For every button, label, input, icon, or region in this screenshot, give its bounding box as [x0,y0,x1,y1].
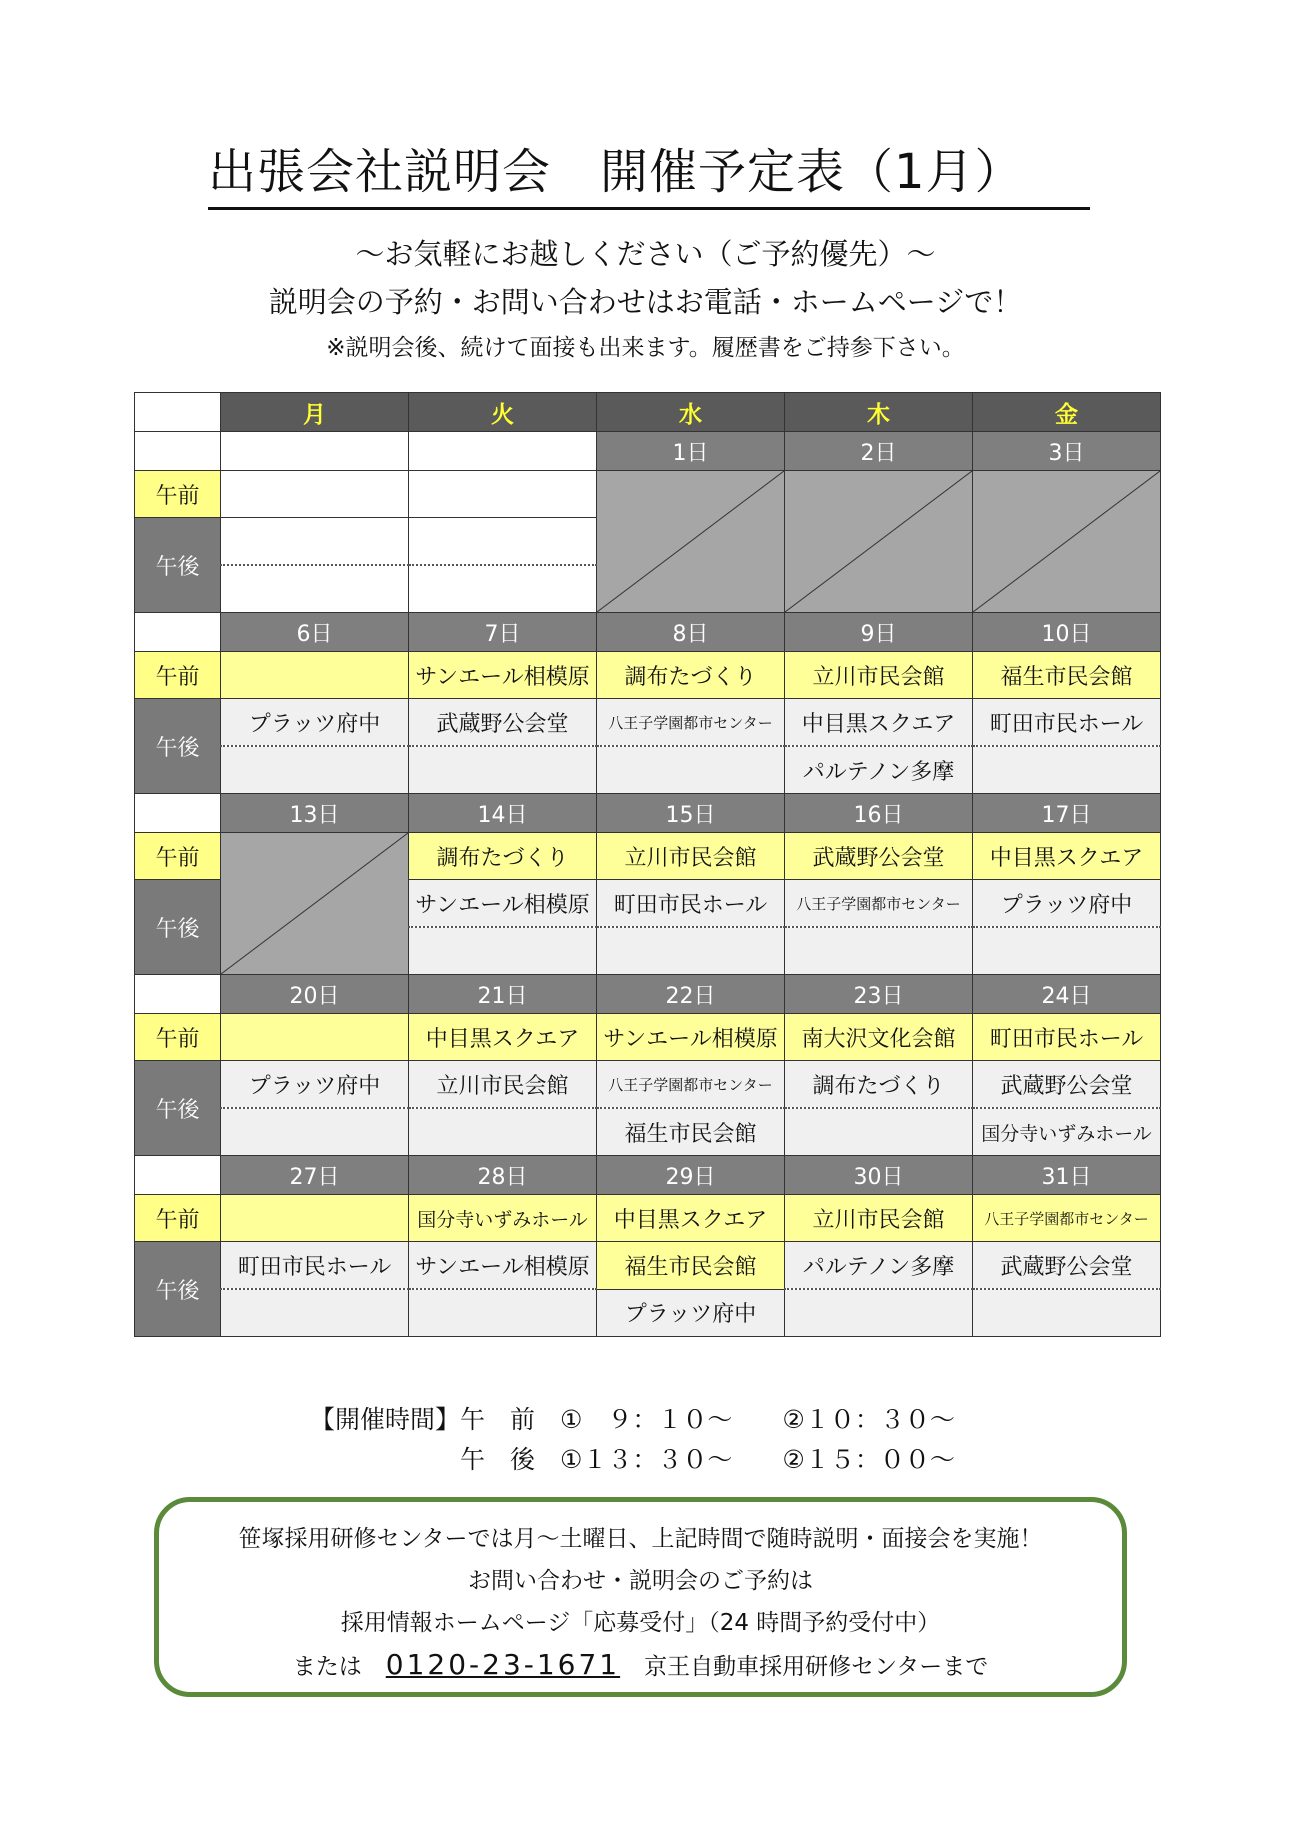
pm-cell: 町田市民ホール [221,1242,409,1290]
corner-cell [135,393,221,432]
date-cell: 21日 [409,975,597,1014]
date-cell: 8日 [597,613,785,652]
pm-cell [409,518,597,566]
info-line-3: 採用情報ホームページ「応募受付」（24 時間予約受付中） [340,1610,941,1636]
info-suffix: 京王自動車採用研修センターまで [644,1654,989,1680]
pm-label: 午後 [135,1061,221,1156]
am-cell [221,1195,409,1242]
am-label: 午前 [135,1014,221,1061]
pm-cell: 国分寺いずみホール [973,1108,1161,1156]
date-cell: 20日 [221,975,409,1014]
date-cell: 23日 [785,975,973,1014]
pm-cell [597,927,785,975]
subtitle-invite: ～お気軽にお越しください（ご予約優先）～ [355,237,936,271]
no-session-cell [221,833,409,975]
am-cell: 国分寺いずみホール [409,1195,597,1242]
am-cell: 調布たづくり [409,833,597,880]
pm-cell: 立川市民会館 [409,1061,597,1109]
am-cell: 武蔵野公会堂 [785,833,973,880]
pm-cell [409,746,597,794]
pm-cell [973,927,1161,975]
week1-date-row [135,432,1161,471]
week4-date-row [135,975,1161,1014]
pm-cell: 八王子学園都市センター [597,1061,785,1109]
pm-label: 午後 [135,699,221,794]
pm-cell: プラッツ府中 [597,1289,785,1337]
info-prefix: または [292,1654,362,1680]
am-cell [409,471,597,518]
am-label: 午前 [135,471,221,518]
contact-info-box [154,1497,1127,1697]
pm-cell: 八王子学園都市センター [785,880,973,928]
date-cell: 29日 [597,1156,785,1195]
subtitle-contact: 説明会の予約・お問い合わせはお電話・ホームページで！ [268,285,1023,319]
pm-cell: プラッツ府中 [221,699,409,747]
am-cell: 八王子学園都市センター [973,1195,1161,1242]
week-corner [135,613,221,652]
pm-cell [221,518,409,566]
diagonal-slash [221,833,408,974]
pm-label: 午後 [135,880,221,975]
pm-label: 午後 [135,518,221,613]
week5-pm-row2 [135,1289,1161,1337]
am-cell: 立川市民会館 [785,1195,973,1242]
date-cell: 24日 [973,975,1161,1014]
date-cell: 10日 [973,613,1161,652]
week1-am-row [135,471,1161,518]
am-cell: サンエール相模原 [597,1014,785,1061]
pm-cell [973,746,1161,794]
pm-cell [409,927,597,975]
pm-cell [785,927,973,975]
week-corner [135,794,221,833]
weekday-fri: 金 [973,393,1161,432]
am-cell: 中目黒スクエア [409,1014,597,1061]
pm-cell [221,565,409,613]
pm-cell [221,1289,409,1337]
am-label: 午前 [135,652,221,699]
week2-pm-row1 [135,699,1161,747]
date-cell: 2日 [785,432,973,471]
week-corner [135,432,221,471]
am-cell [221,471,409,518]
week4-pm-row2 [135,1108,1161,1156]
date-cell: 9日 [785,613,973,652]
am-cell: 立川市民会館 [597,833,785,880]
pm-cell: サンエール相模原 [409,880,597,928]
pm-cell: 調布たづくり [785,1061,973,1109]
am-cell: 町田市民ホール [973,1014,1161,1061]
diagonal-slash [785,471,972,612]
weekday-mon: 月 [221,393,409,432]
pm-cell: 福生市民会館 [597,1108,785,1156]
subtitle-note: ※説明会後、続けて面接も出来ます。履歴書をご持参下さい。 [326,335,965,361]
weekday-header-row [135,393,1161,432]
diagonal-slash [973,471,1160,612]
pm-cell [409,565,597,613]
weekday-thu: 木 [785,393,973,432]
pm-cell: 武蔵野公会堂 [973,1061,1161,1109]
date-cell: 27日 [221,1156,409,1195]
week3-date-row [135,794,1161,833]
week4-am-row [135,1014,1161,1061]
pm-cell [221,746,409,794]
date-cell: 28日 [409,1156,597,1195]
pm-label: 午後 [135,1242,221,1337]
week4-pm-row1 [135,1061,1161,1109]
hours-am: 【開催時間】午 前 ① ９：１０～ ②１０：３０～ [310,1405,955,1434]
pm-cell: プラッツ府中 [221,1061,409,1109]
pm-cell: パルテノン多摩 [785,746,973,794]
am-label: 午前 [135,1195,221,1242]
am-cell [221,652,409,699]
schedule-table [134,392,1161,1337]
am-cell: 南大沢文化会館 [785,1014,973,1061]
pm-cell: パルテノン多摩 [785,1242,973,1290]
date-cell: 3日 [973,432,1161,471]
pm-cell [221,1108,409,1156]
pm-cell: 福生市民会館 [597,1242,785,1290]
date-cell: 6日 [221,613,409,652]
no-session-cell [597,471,785,613]
am-cell: 立川市民会館 [785,652,973,699]
week2-date-row [135,613,1161,652]
page-title: 出張会社説明会 開催予定表（1月） [208,144,1024,200]
date-cell: 7日 [409,613,597,652]
am-cell: 調布たづくり [597,652,785,699]
am-cell [221,1014,409,1061]
pm-cell [785,1108,973,1156]
pm-cell: 武蔵野公会堂 [973,1242,1161,1290]
am-label: 午前 [135,833,221,880]
date-cell: 22日 [597,975,785,1014]
week-corner [135,975,221,1014]
no-session-cell [973,471,1161,613]
week3-am-row [135,833,1161,880]
info-line-1: 笹塚採用研修センターでは月～土曜日、上記時間で随時説明・面接会を実施！ [238,1526,1043,1552]
am-cell: 中目黒スクエア [973,833,1161,880]
pm-cell [409,1108,597,1156]
pm-cell [785,1289,973,1337]
pm-cell: サンエール相模原 [409,1242,597,1290]
week5-date-row [135,1156,1161,1195]
date-cell: 13日 [221,794,409,833]
date-cell: 17日 [973,794,1161,833]
am-cell: サンエール相模原 [409,652,597,699]
date-cell: 30日 [785,1156,973,1195]
pm-cell: 八王子学園都市センター [597,699,785,747]
info-line-2: お問い合わせ・説明会のご予約は [468,1568,813,1594]
date-cell: 16日 [785,794,973,833]
am-cell: 福生市民会館 [973,652,1161,699]
pm-cell: 武蔵野公会堂 [409,699,597,747]
diagonal-slash [597,471,784,612]
week2-am-row [135,652,1161,699]
session-hours [310,1400,955,1480]
weekday-tue: 火 [409,393,597,432]
date-cell: 14日 [409,794,597,833]
date-cell: 15日 [597,794,785,833]
title-underline [208,207,1090,210]
date-cell [221,432,409,471]
weekday-wed: 水 [597,393,785,432]
week5-am-row [135,1195,1161,1242]
phone-number[interactable]: 0120-23-1671 [385,1648,621,1681]
no-session-cell [785,471,973,613]
info-line-4 [159,1644,1122,1688]
hours-pm: 午 後 ①１３：３０～ ②１５：００～ [310,1445,955,1474]
pm-cell: 町田市民ホール [597,880,785,928]
week2-pm-row2 [135,746,1161,794]
pm-cell [973,1289,1161,1337]
pm-cell: プラッツ府中 [973,880,1161,928]
week5-pm-row1 [135,1242,1161,1290]
pm-cell [409,1289,597,1337]
am-cell: 中目黒スクエア [597,1195,785,1242]
pm-cell [597,746,785,794]
pm-cell: 中目黒スクエア [785,699,973,747]
date-cell: 31日 [973,1156,1161,1195]
week-corner [135,1156,221,1195]
date-cell: 1日 [597,432,785,471]
pm-cell: 町田市民ホール [973,699,1161,747]
date-cell [409,432,597,471]
